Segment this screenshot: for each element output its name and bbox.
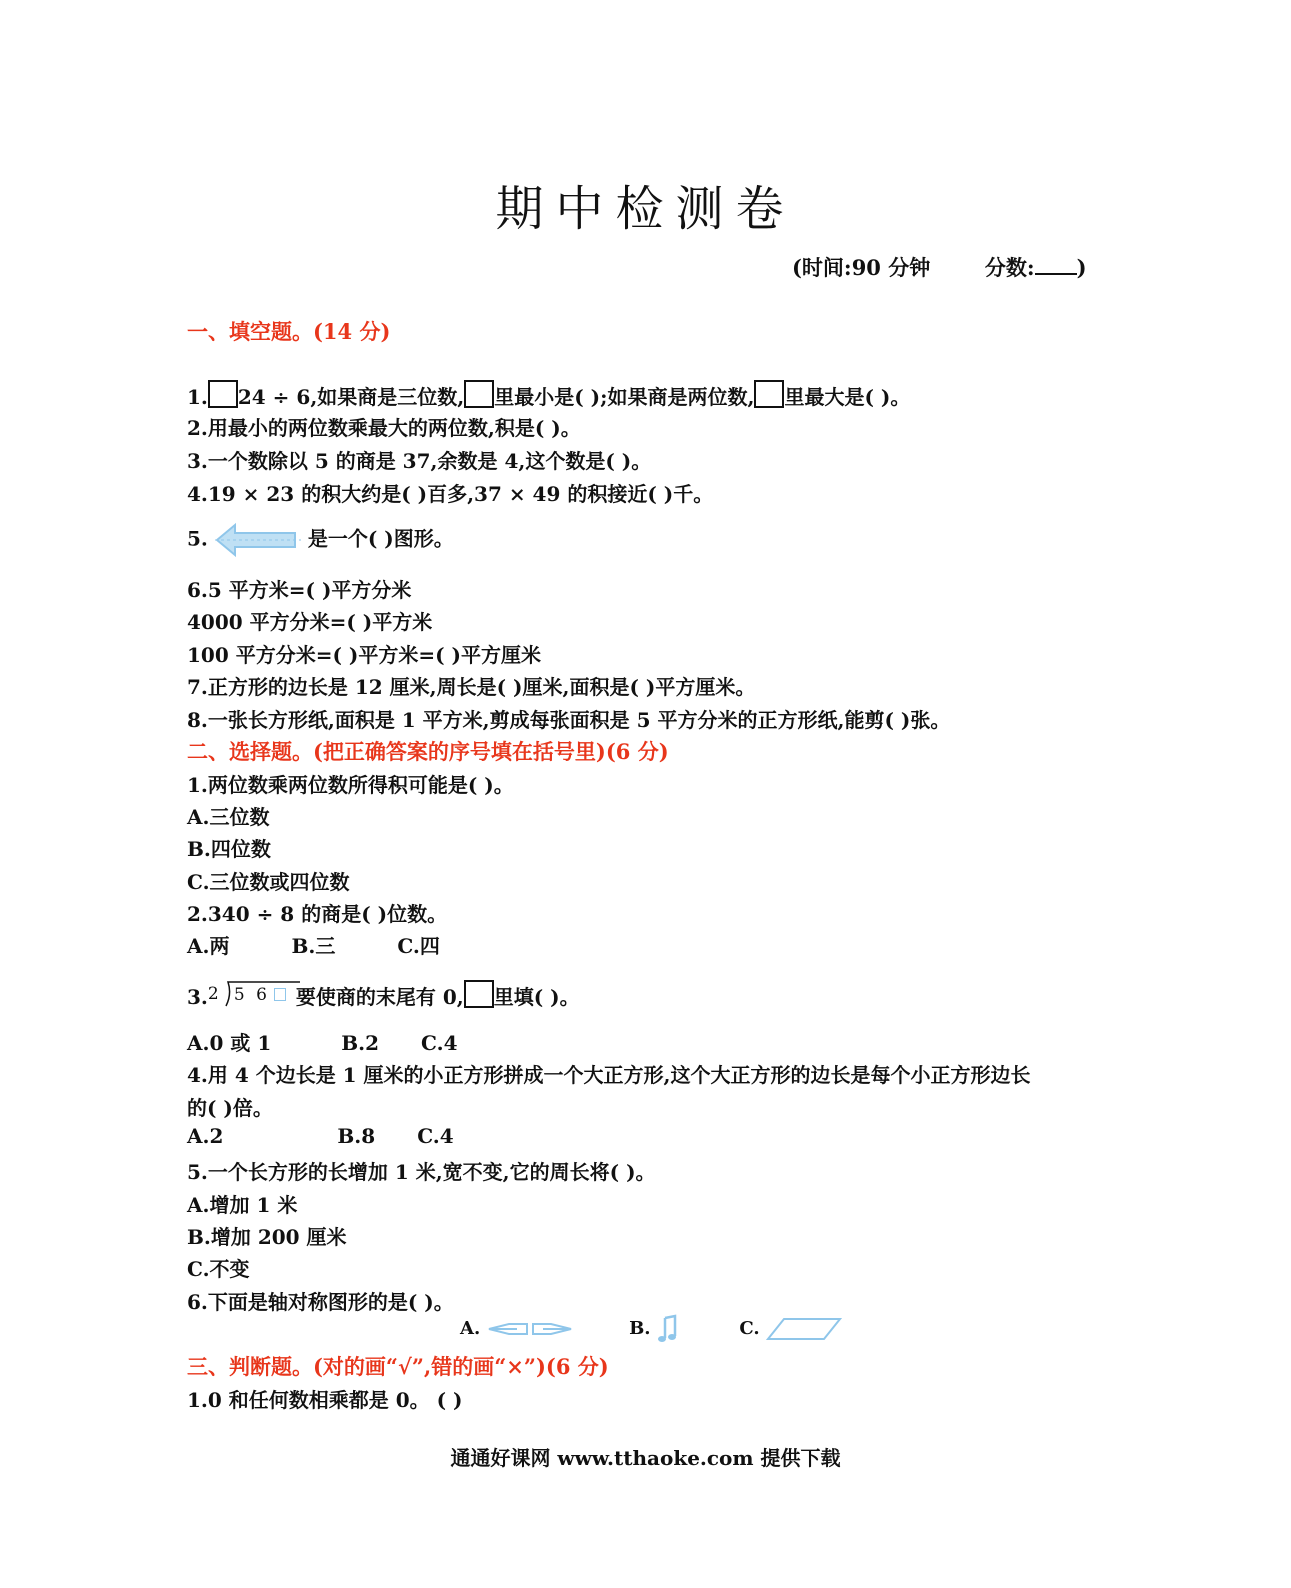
parallelogram-icon — [766, 1316, 842, 1342]
section-heading-judge: 三、判断题。(对的画“√”,错的画“×”)(6 分) — [187, 1354, 609, 1379]
question-6c: 100 平方分米=( )平方米=( )平方厘米 — [187, 643, 542, 667]
choice-5-option-b: B.增加 200 厘米 — [187, 1225, 347, 1249]
question-6a: 6.5 平方米=( )平方分米 — [187, 578, 412, 602]
choice-2-options: A.两 B.三 C.四 — [187, 934, 440, 958]
small-box-icon — [274, 988, 286, 1001]
question-5: 5. 是一个( )图形。 — [187, 522, 454, 558]
blank-box — [754, 380, 784, 408]
page-title: 期中检测卷 — [495, 181, 796, 237]
choice-3-options: A.0 或 1 B.2 C.4 — [187, 1031, 458, 1055]
choice-4: 4.用 4 个边长是 1 厘米的小正方形拼成一个大正方形,这个大正方形的边长是每个小正方形边长 — [187, 1063, 1031, 1087]
blank-box — [208, 380, 238, 408]
pointing-hands-icon — [487, 1316, 573, 1342]
choice-1: 1.两位数乘两位数所得积可能是( )。 — [187, 773, 514, 797]
question-6b: 4000 平方分米=( )平方米 — [187, 610, 433, 634]
score-label: 分数: — [984, 255, 1035, 280]
section-heading-fill: 一、填空题。(14 分) — [187, 319, 391, 344]
choice-5: 5.一个长方形的长增加 1 米,宽不变,它的周长将( )。 — [187, 1160, 656, 1184]
exam-meta: (时间:90 分钟 分数: ) — [792, 255, 1087, 280]
footer-credit: 通通好课网 www.tthaoke.com 提供下载 — [450, 1446, 841, 1470]
question-3: 3.一个数除以 5 的商是 37,余数是 4,这个数是( )。 — [187, 449, 652, 473]
choice-4-options: A.2 B.8 C.4 — [187, 1124, 454, 1148]
choice-5-option-a: A.增加 1 米 — [187, 1193, 298, 1217]
judge-1: 1.0 和任何数相乘都是 0。 ( ) — [187, 1388, 463, 1412]
question-1: 1. 24 ÷ 6,如果商是三位数, 里最小是( );如果商是两位数, 里最大是( )。 — [187, 380, 910, 410]
choice-1-option-c: C.三位数或四位数 — [187, 870, 350, 894]
choice-1-option-b: B.四位数 — [187, 837, 271, 861]
choice-6: 6.下面是轴对称图形的是( )。 — [187, 1290, 454, 1314]
blank-box — [464, 980, 494, 1008]
choice-2: 2.340 ÷ 8 的商是( )位数。 — [187, 902, 448, 926]
question-8: 8.一张长方形纸,面积是 1 平方米,剪成每张面积是 5 平方分米的正方形纸,能剪( )张。 — [187, 708, 951, 732]
time-limit: (时间:90 分钟 — [792, 255, 931, 280]
arrow-figure-icon — [215, 522, 301, 558]
choice-5-option-c: C.不变 — [187, 1257, 250, 1281]
choice-4-cont: 的( )倍。 — [187, 1096, 273, 1120]
question-2: 2.用最小的两位数乘最大的两位数,积是( )。 — [187, 416, 581, 440]
question-4: 4.19 × 23 的积大约是( )百多,37 × 49 的积接近( )千。 — [187, 482, 714, 506]
choice-6-options: A. B. C. — [460, 1314, 842, 1344]
long-division: 2 5 6 — [208, 982, 296, 1008]
score-blank — [1035, 255, 1077, 275]
section-heading-choice: 二、选择题。(把正确答案的序号填在括号里)(6 分) — [187, 739, 669, 764]
blank-box — [464, 380, 494, 408]
choice-1-option-a: A.三位数 — [187, 805, 270, 829]
choice-3: 3. 2 5 6 要使商的末尾有 0, 里填( )。 — [187, 980, 580, 1010]
question-7: 7.正方形的边长是 12 厘米,周长是( )厘米,面积是( )平方厘米。 — [187, 675, 756, 699]
music-note-icon — [657, 1314, 679, 1344]
